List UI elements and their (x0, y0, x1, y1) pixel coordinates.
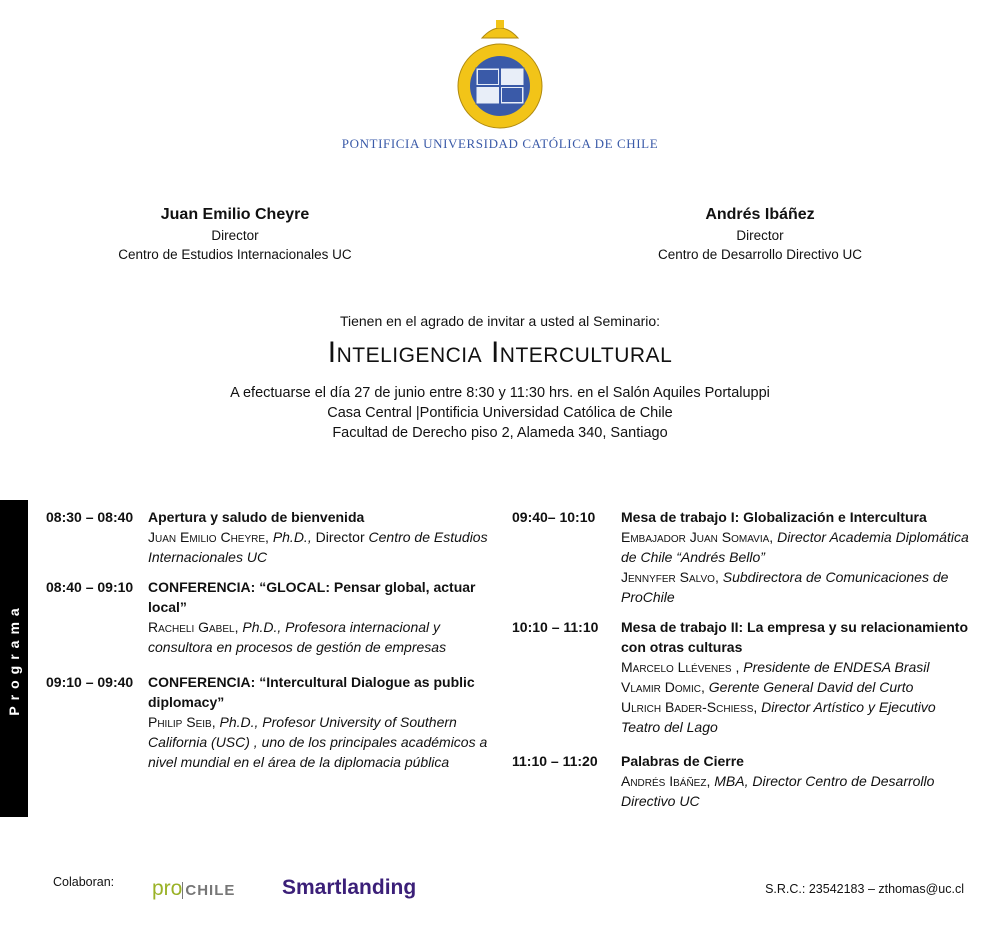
entry-body (621, 751, 971, 811)
entry-title: Mesa de trabajo I: Globalización e Intercultura (621, 509, 927, 525)
entry-time: 10:10 – 11:10 (512, 619, 599, 635)
speaker-name: Marcelo Llévenes (621, 659, 732, 675)
host-role: Director (211, 228, 259, 243)
speaker-line (148, 617, 500, 657)
university-crest-logo (452, 18, 548, 130)
speaker-name: Juan Emilio Cheyre (148, 529, 266, 545)
speaker-role: Director Artístico y Ejecutivo Teatro del Lago (621, 699, 936, 735)
university-name: PONTIFICIA UNIVERSIDAD CATÓLICA DE CHILE (341, 136, 659, 151)
speaker-role: Director Academia Diplomática de Chile “Andrés Bello” (621, 529, 969, 565)
speaker-name: Embajador Juan Somavia (621, 529, 770, 545)
entry-body (148, 507, 500, 567)
speaker-name: Jennyfer Salvo (621, 569, 715, 585)
speaker-line (621, 657, 971, 677)
entry-title: Palabras de Cierre (621, 753, 744, 769)
speaker-name: Racheli Gabel (148, 619, 235, 635)
host-org: Centro de Estudios Internacionales UC (118, 247, 352, 262)
speaker-line (621, 771, 971, 811)
speaker-name: Andrés Ibáñez (621, 773, 707, 789)
speaker-role: , (731, 659, 744, 675)
speaker-line (621, 567, 971, 607)
prochile-pro: pro (152, 877, 183, 900)
speaker-role: , (234, 619, 243, 635)
speaker-line (148, 527, 500, 567)
entry-body (148, 672, 500, 772)
host-left (85, 204, 385, 264)
speaker-role: Director (311, 529, 369, 545)
speaker-role: , (701, 679, 709, 695)
speaker-line (621, 527, 971, 567)
entry-title: Apertura y saludo de bienvenida (148, 509, 365, 525)
invitation-intro: Tienen en el agrado de invitar a usted al Seminario: (339, 313, 661, 329)
prochile-logo (152, 876, 235, 904)
host-org: Centro de Desarrollo Directivo UC (657, 247, 863, 262)
speaker-role: Ph.D., (272, 529, 312, 545)
speaker-role: , (211, 714, 220, 730)
host-right (610, 204, 910, 264)
host-name: Juan Emilio Cheyre (160, 206, 310, 223)
speaker-role: Centro de Estudios Internacionales UC (148, 529, 488, 565)
speaker-role: Presidente de ENDESA Brasil (743, 659, 930, 675)
speaker-name: Philip Seib (148, 714, 212, 730)
entry-body (621, 507, 971, 607)
host-role: Director (736, 228, 784, 243)
smartlanding-logo: Smartlanding (282, 876, 417, 899)
speaker-role: Gerente General David del Curto (708, 679, 914, 695)
speaker-line (621, 697, 971, 737)
speaker-role: , (265, 529, 273, 545)
speaker-line (621, 677, 971, 697)
speaker-role: , (714, 569, 723, 585)
prochile-chile: CHILE (182, 882, 235, 899)
speaker-name: Ulrich Bader-Schiess (621, 699, 754, 715)
speaker-role: , (753, 699, 762, 715)
speaker-role: Ph.D., Profesor University of Southern California (USC) , uno de los principales académicos a nivel mundial en el área de la diplomacia pública (148, 714, 488, 770)
collab-label: Colaboran: (53, 875, 115, 889)
contact-info: S.R.C.: 23542183 – zthomas@uc.cl (765, 882, 964, 896)
speaker-line (148, 712, 500, 772)
entry-time: 09:40– 10:10 (512, 509, 596, 525)
venue-info (0, 383, 1000, 443)
entry-time: 08:30 – 08:40 (46, 509, 134, 525)
entry-body (148, 577, 500, 657)
entry-body (621, 617, 971, 737)
venue-line: Facultad de Derecho piso 2, Alameda 340, Santiago (332, 425, 668, 441)
entry-time: 09:10 – 09:40 (46, 674, 134, 690)
program-sidebar (0, 500, 28, 817)
speaker-name: Vlamir Domic (621, 679, 702, 695)
program-label: Programa (6, 601, 22, 716)
entry-title: CONFERENCIA: “Intercultural Dialogue as public diplomacy” (148, 674, 475, 710)
venue-line: Casa Central |Pontificia Universidad Católica de Chile (327, 405, 673, 421)
venue-line: A efectuarse el día 27 de junio entre 8:30 y 11:30 hrs. en el Salón Aquiles Portaluppi (230, 385, 770, 401)
speaker-role: , (769, 529, 778, 545)
speaker-role: Ph.D., Profesora internacional y consultora en procesos de gestión de empresas (148, 619, 447, 655)
entry-time: 11:10 – 11:20 (512, 753, 598, 769)
seminar-title: Inteligencia Intercultural (327, 336, 673, 369)
speaker-role: , (706, 773, 715, 789)
host-name: Andrés Ibáñez (705, 206, 815, 223)
entry-title: Mesa de trabajo II: La empresa y su relacionamiento con otras culturas (621, 619, 969, 655)
speaker-role: Subdirectora de Comunicaciones de ProChile (621, 569, 949, 605)
entry-time: 08:40 – 09:10 (46, 579, 134, 595)
speaker-role: MBA, Director Centro de Desarrollo Directivo UC (621, 773, 935, 809)
entry-title: CONFERENCIA: “GLOCAL: Pensar global, actuar local” (148, 579, 476, 615)
